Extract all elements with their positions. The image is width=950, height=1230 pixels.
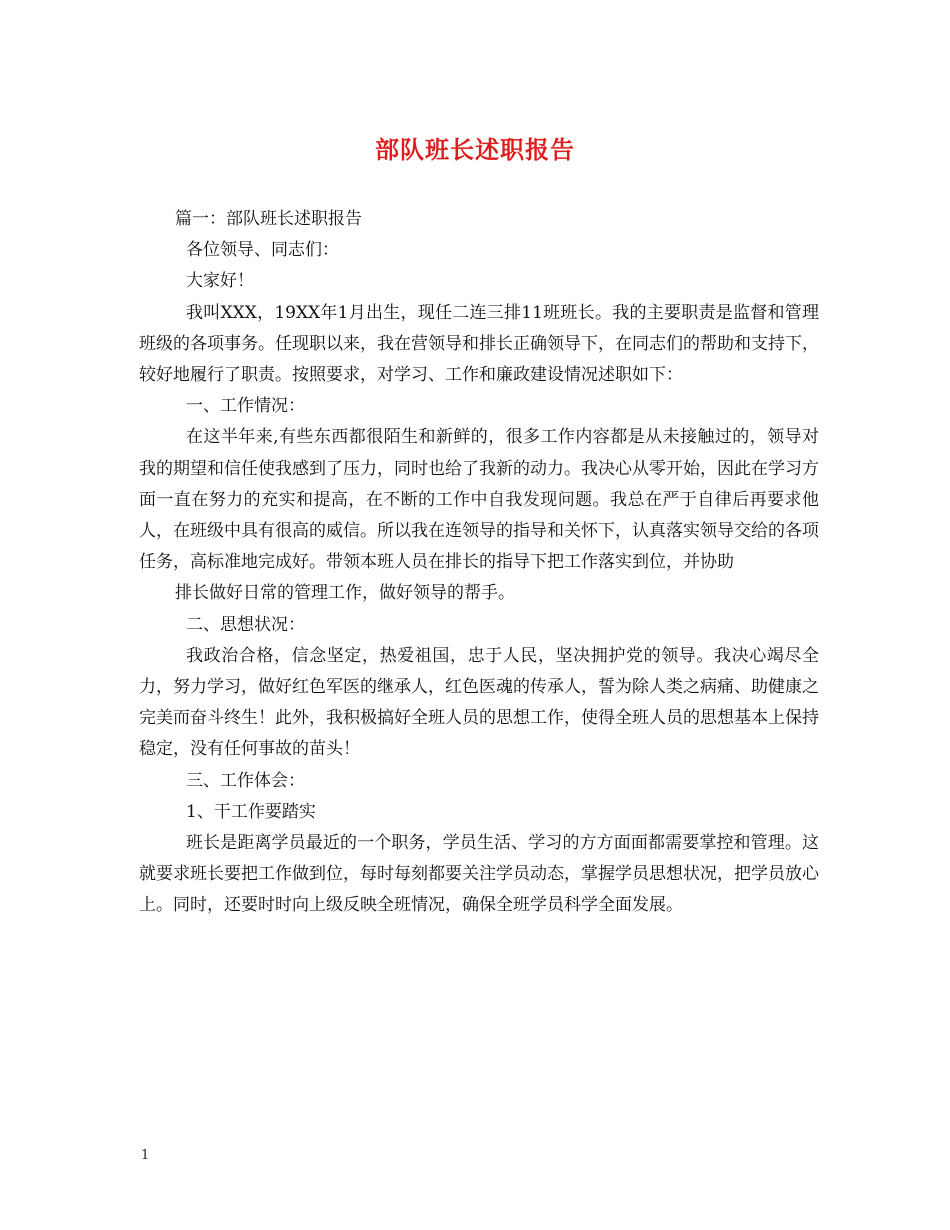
paragraph-work-situation: 在这半年来,有些东西都很陌生和新鲜的，很多工作内容都是从未接触过的，领导对我的期望和信任使我感到了压力，同时也给了我新的动力。我决心从零开始，因此在学习方面一直在努力的充实和提高，在不断的工作中自我发现问题。我总在严于自律后再要求他人，在班级中具有很高的威信。所以我在连领导的指导和关怀下，认真落实领导交给的各项任务，高标准地完成好。带领本班人员在排长的指导下把工作落实到位，并协助 — [139, 427, 819, 573]
paragraph-work-situation-continued: 排长做好日常的管理工作，做好领导的帮手。 — [175, 583, 515, 604]
subheading-work-practical: 1、干工作要踏实 — [186, 801, 316, 822]
paragraph-ideological-status: 我政治合格，信念坚定，热爱祖国，忠于人民，坚决拥护党的领导。我决心竭尽全力，努力学习，做好红色军医的继承人，红色医魂的传承人，誓为除人类之病痛、助健康之完美而奋斗终生！此外，我积极搞好全班人员的思想工作，使得全班人员的思想基本上保持稳定，没有任何事故的苗头！ — [139, 645, 819, 760]
document-body — [139, 204, 819, 922]
paragraph-work-practical: 班长是距离学员最近的一个职务，学员生活、学习的方方面面都需要掌控和管理。这就要求班长要把工作做到位，每时每刻都要关注学员动态，掌握学员思想状况，把学员放心上。同时，还要时时向上级反映全班情况，确保全班学员科学全面发展。 — [139, 833, 819, 916]
paragraph-introduction: 我叫XXX，19XX年1月出生，现任二连三排11班班长。我的主要职责是监督和管理班级的各项事务。任现职以来，我在营领导和排长正确领导下，在同志们的帮助和支持下，较好地履行了职责。按照要求，对学习、工作和廉政建设情况述职如下： — [139, 302, 819, 386]
section-heading: 篇一：部队班长述职报告 — [175, 209, 362, 229]
salutation: 各位领导、同志们： — [186, 240, 339, 261]
page-number: 1 — [141, 1148, 150, 1163]
document-title: 部队班长述职报告 — [375, 135, 575, 164]
heading-work-experience: 三、工作体会： — [186, 770, 305, 791]
heading-ideological-status: 二、思想状况： — [186, 614, 305, 635]
heading-work-situation: 一、工作情况： — [186, 396, 305, 417]
greeting: 大家好！ — [186, 271, 254, 292]
